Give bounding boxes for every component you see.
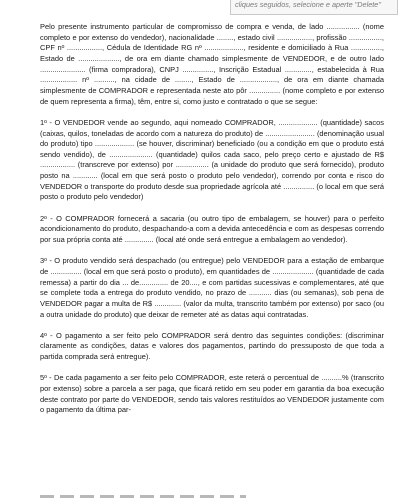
clause-3: 3º - O produto vendido será despachado (ou entregue) pelo VENDEDOR para a estação de embarque de ............... (local em que será posto o produto), em quantidades de .................... (quantidade de cada remessa) a partir do dia ... de.............. de 20...., e com partidas sucessivas e complementares, até que se complete toda a entrega do produto vendido, no prazo de ........... dias (ou semanas), sob pena de VENDEDOR pagar a multa de R$ ............. (valor da multa, transcrito também por extenso) por saco (ou a outra unidade do produto) que deixar de remeter até as datas aqui contratadas. xyxy=(40,256,384,319)
clause-4: 4º - O pagamento a ser feito pelo COMPRADOR será dentro das seguintes condições: (discriminar claramente as condições, datas e valores dos pagamentos, partindo do pressuposto de que toda a partida comprada será entregue). xyxy=(40,330,384,362)
clause-2: 2º - O COMPRADOR fornecerá a sacaria (ou outro tipo de embalagem, se houver) para o perfeito acondicionamento do produto, despachando-a com a devida antecedência e com as despesas correndo por sua própria conta até .............. (local até onde será entregue a embalagem ao vendedor). xyxy=(40,213,384,244)
clause-1: 1º - O VENDEDOR vende ao segundo, aqui nomeado COMPRADOR, ................... (quantidade) sacos (caixas, quilos, toneladas de acordo com a natureza do produto) de ........................ (denominação usual do produto) tipo ................... (se houver, discriminar) beneficiado (ou a condição em que o produto está sendo vendido), de ..................... (quantidade) quilos cada saco, pelo preço certo e ajustado de R$ ................. (transcreve por extenso) por ................ (a unidade do produto que será fornecido), produto posto na ............ (local em que será posto o produto pelo vendedor), correndo por conta e risco do VENDEDOR o transporte do produto desde sua propriedade agrícola até ............... (o local em que será posto o produto pelo vendedor) xyxy=(40,117,384,202)
contract-preamble: Pelo presente instrumento particular de compromisso de compra e venda, de lado ................ (nome completo e por extenso do vendedor), nacionalidade ........, estado civil ................., profissão ................, CPF nº ................., Cédula de Identidade RG nº ..................., residente e domiciliado à Rua ..............., Estado de ...................., de ora em diante chamado simplesmente de VENDEDOR, e de outro lado ...................... (firma compradora), CNPJ ..............., Inscrição Estadual ............., estabelecida à Rua .................. nº .........., na cidade de ........, Estado de .................., de ora em diante chamada simplesmente de COMPRADOR e representada neste ato pôr ............... (nome completo e por extenso de quem representa a firma), têm, entre si, como justo e contratado o que se segue: xyxy=(40,22,384,106)
cutoff-line xyxy=(40,495,246,498)
contract-body xyxy=(40,22,384,427)
editor-note: cliques seguidos, selecione e aperte "Delete" xyxy=(230,0,398,15)
next-clause-cutoff xyxy=(40,492,384,500)
clause-5: 5º - De cada pagamento a ser feito pelo COMPRADOR, este reterá o percentual de ..........% (transcrito por extenso) sobre a parcela a ser paga, que ficará retido em seu poder em garantia da boa execução deste contrato por parte do VENDEDOR, sendo tais valores restituídos ao VENDEDOR justamente com o pagamento da última par- xyxy=(40,373,384,415)
